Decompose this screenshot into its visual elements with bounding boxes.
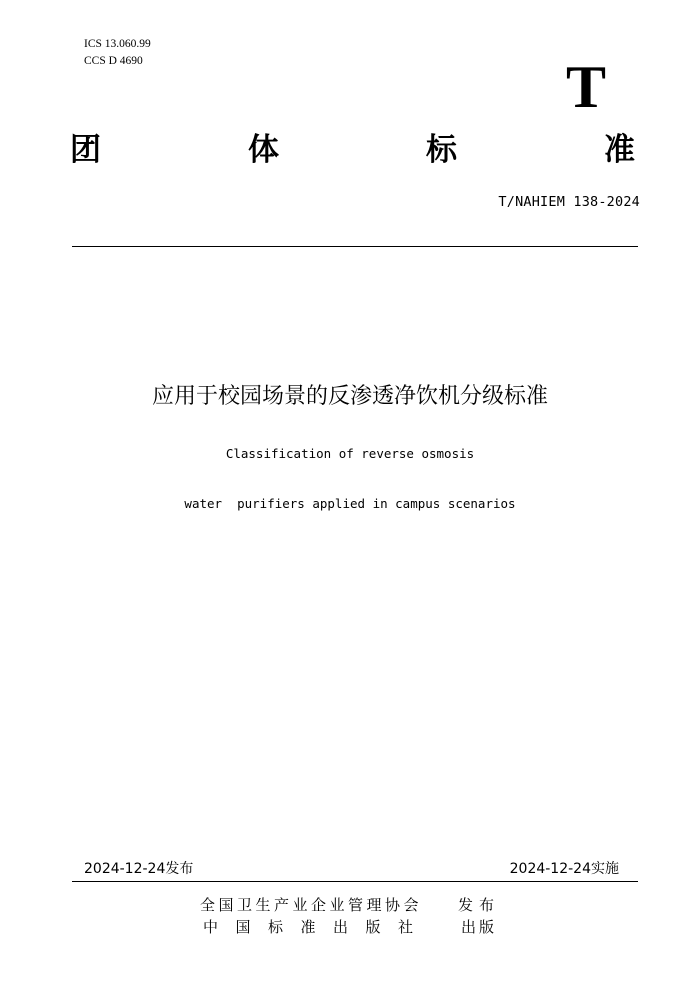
issuer-name: 全国卫生产业企业管理协会 (199, 896, 422, 914)
implementation-date: 2024-12-24实施 (509, 861, 619, 877)
issue-date: 2024-12-24发布 (84, 861, 194, 877)
press-label: 出版 (460, 918, 497, 936)
standard-type-char-1: 团 (70, 132, 101, 168)
ics-code: ICS 13.060.99 (84, 38, 151, 50)
ccs-code: CCS D 4690 (84, 55, 143, 67)
title-chinese: 应用于校园场景的反渗透净饮机分级标准 (151, 384, 548, 409)
publisher-block (0, 894, 700, 938)
category-letter: T (566, 54, 607, 120)
classification-codes (84, 36, 151, 70)
standard-type-char-4: 准 (604, 132, 635, 168)
standard-type-char-2: 体 (248, 132, 279, 168)
press-name: 中国标准出版社 (202, 918, 431, 936)
title-english-line-1: Classification of reverse osmosis (225, 446, 475, 461)
header-divider (72, 246, 638, 247)
title-english-line-2: water purifiers applied in campus scenarios (184, 496, 516, 511)
standard-type-char-3: 标 (426, 132, 457, 168)
standard-number: T/NAHIEM 138-2024 (498, 194, 640, 210)
footer-divider (72, 881, 638, 882)
issuer-label: 发布 (457, 896, 500, 914)
